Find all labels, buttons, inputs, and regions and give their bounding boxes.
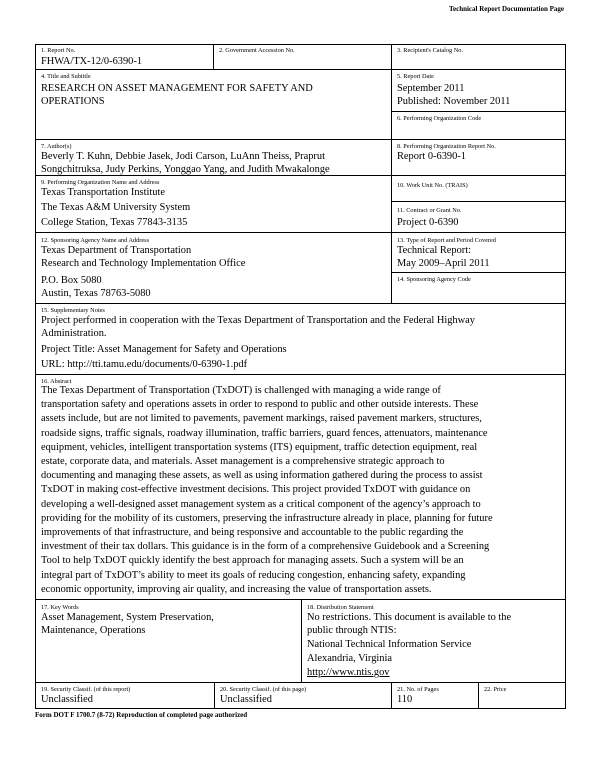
num-pages-label: 21. No. of Pages (397, 686, 439, 693)
sponsor-line: Austin, Texas 78763-5080 (41, 288, 151, 299)
abstract-line: providing for the mobility of its customers, preserving the infrastructure already in place, planning for future (41, 512, 493, 524)
perf-org-line: Texas Transportation Institute (41, 187, 165, 198)
sponsor-code-label: 14. Sponsoring Agency Code (397, 276, 471, 283)
abstract-line: The Texas Department of Transportation (TxDOT) is challenged with managing a wide range of (41, 385, 441, 396)
perf-org-name-cell (35, 175, 392, 233)
ntis-link[interactable]: http://www.ntis.gov (307, 667, 390, 678)
security-report-cell (35, 682, 215, 709)
abstract-line: developing a well-designed asset management system as a critical component of the agency’s approach to (41, 498, 481, 510)
report-type-value: Technical Report: May 2009–April 2011 (397, 245, 490, 269)
catalog-no-label: 3. Recipient's Catalog No. (397, 47, 464, 54)
report-date-value: September 2011 Published: November 2011 (397, 83, 511, 107)
perf-org-report-value: Report 0-6390-1 (397, 151, 466, 162)
contract-label: 11. Contract or Grant No. (397, 207, 462, 214)
perf-org-report-cell (391, 139, 566, 176)
supplementary-cell (35, 303, 566, 375)
gov-accession-cell (213, 44, 392, 70)
abstract-line: transportation safety and operations assets in order to respond to public and other outside interests. These (41, 399, 479, 411)
perf-org-code-cell (391, 111, 566, 140)
abstract-line: estate, corporate data, and materials. Asset management is a comprehensive strategic approach to (41, 456, 445, 467)
report-no-cell (35, 44, 214, 70)
key-words-label: 17. Key Words (41, 604, 79, 611)
security-report-value: Unclassified (41, 694, 93, 705)
report-no-label: 1. Report No. (41, 47, 76, 54)
authors-value: Beverly T. Kuhn, Debbie Jasek, Jodi Carson, LuAnn Theiss, Praprut Songchitruksa, Judy Perkins, Yonggao Yang, and Judith Mwakalonge (41, 151, 330, 175)
security-page-cell (214, 682, 392, 709)
sponsor-line: Texas Department of Transportation (41, 245, 192, 256)
abstract-line: improvements of that infrastructure, and being responsive and accountable to the public regarding the (41, 527, 464, 538)
abstract-line: TxDOT in making cost-effective investment decisions. This project provided TxDOT with guidance on (41, 484, 471, 496)
form-footer: Form DOT F 1700.7 (8-72) Reproduction of completed page authorized (35, 711, 248, 719)
sponsor-line: Research and Technology Implementation Office (41, 258, 246, 269)
abstract-line: documenting and managing these assets, as well as using information gathered during the process to assist (41, 470, 483, 482)
abstract-label: 16. Abstract (41, 378, 72, 385)
contract-value: Project 0-6390 (397, 217, 459, 228)
work-unit-label: 10. Work Unit No. (TRAIS) (397, 182, 468, 189)
security-report-label: 19. Security Classif. (of this report) (41, 686, 131, 693)
report-date-cell (391, 69, 566, 112)
num-pages-value: 110 (397, 694, 413, 705)
work-unit-cell (391, 175, 566, 202)
sponsor-label: 12. Sponsoring Agency Name and Address (41, 237, 150, 244)
perf-org-line: The Texas A&M University System (41, 202, 191, 213)
sponsor-line: P.O. Box 5080 (41, 275, 102, 286)
distribution-line: No restrictions. This document is available to the (307, 612, 512, 623)
key-words-cell (35, 599, 302, 683)
perf-org-line: College Station, Texas 77843-3135 (41, 217, 188, 228)
security-page-label: 20. Security Classif. (of this page) (220, 686, 307, 693)
page-header-title: Technical Report Documentation Page (448, 5, 564, 13)
gov-accession-label: 2. Government Accession No. (219, 47, 295, 54)
sponsor-cell (35, 232, 392, 304)
abstract-line: roadside signs, traffic signals, roadway illumination, traffic barriers, guard fences, attenuators, maintenance (41, 427, 488, 439)
abstract-line: Tool to help TxDOT quickly identify the best approach for managing assets. Such a system will be an (41, 555, 464, 567)
title-cell (35, 69, 392, 140)
report-date-label: 5. Report Date (397, 73, 434, 80)
catalog-no-cell (391, 44, 566, 70)
report-no-value: FHWA/TX-12/0-6390-1 (41, 56, 143, 67)
sponsor-code-cell (391, 272, 566, 304)
num-pages-cell (391, 682, 479, 709)
supplementary-line: URL: http://tti.tamu.edu/documents/0-6390-1.pdf (41, 359, 248, 370)
distribution-line: Alexandria, Virginia (307, 653, 392, 664)
abstract-line: integral part of TxDOT’s ability to meet its goals of reducing congestion, enhancing safety, expanding (41, 569, 466, 581)
supplementary-line: Project Title: Asset Management for Safety and Operations (41, 344, 287, 355)
distribution-line: public through NTIS: (307, 625, 397, 636)
perf-org-report-label: 8. Performing Organization Report No. (397, 143, 496, 150)
perf-org-name-label: 9. Performing Organization Name and Address (41, 179, 160, 186)
supplementary-line: Project performed in cooperation with the Texas Department of Transportation and the Federal Highway (41, 315, 475, 326)
report-type-label: 13. Type of Report and Period Covered (397, 237, 496, 244)
abstract-line: equipment, vehicles, intelligent transportation systems (ITS) equipment, traffic detection equipment, real (41, 441, 478, 453)
price-cell (478, 682, 566, 709)
abstract-line: assets include, but are not limited to pavements, pavement markings, raised pavement markers, structures, (41, 413, 482, 425)
distribution-label: 18. Distribution Statement (307, 604, 374, 611)
price-label: 22. Price (484, 686, 507, 693)
contract-cell (391, 201, 566, 233)
title-label: 4. Title and Subtitle (41, 73, 91, 80)
supplementary-label: 15. Supplementary Notes (41, 307, 105, 314)
supplementary-line: Administration. (41, 328, 107, 339)
perf-org-code-label: 6. Performing Organization Code (397, 115, 482, 122)
report-type-cell (391, 232, 566, 273)
title-value: RESEARCH ON ASSET MANAGEMENT FOR SAFETY AND OPERATIONS (41, 83, 313, 107)
key-words-value: Asset Management, System Preservation, Maintenance, Operations (41, 612, 214, 636)
abstract-line: investment of their tax dollars. This guidance is in the form of a comprehensive Guidebook and a Screening (41, 541, 490, 553)
distribution-line: National Technical Information Service (307, 639, 472, 650)
abstract-line: economic opportunity, improving air quality, and increasing the value of transportation assets. (41, 583, 432, 595)
authors-label: 7. Author(s) (41, 143, 72, 150)
authors-cell (35, 139, 392, 176)
distribution-cell (301, 599, 566, 683)
security-page-value: Unclassified (220, 694, 272, 705)
abstract-cell (35, 374, 566, 600)
